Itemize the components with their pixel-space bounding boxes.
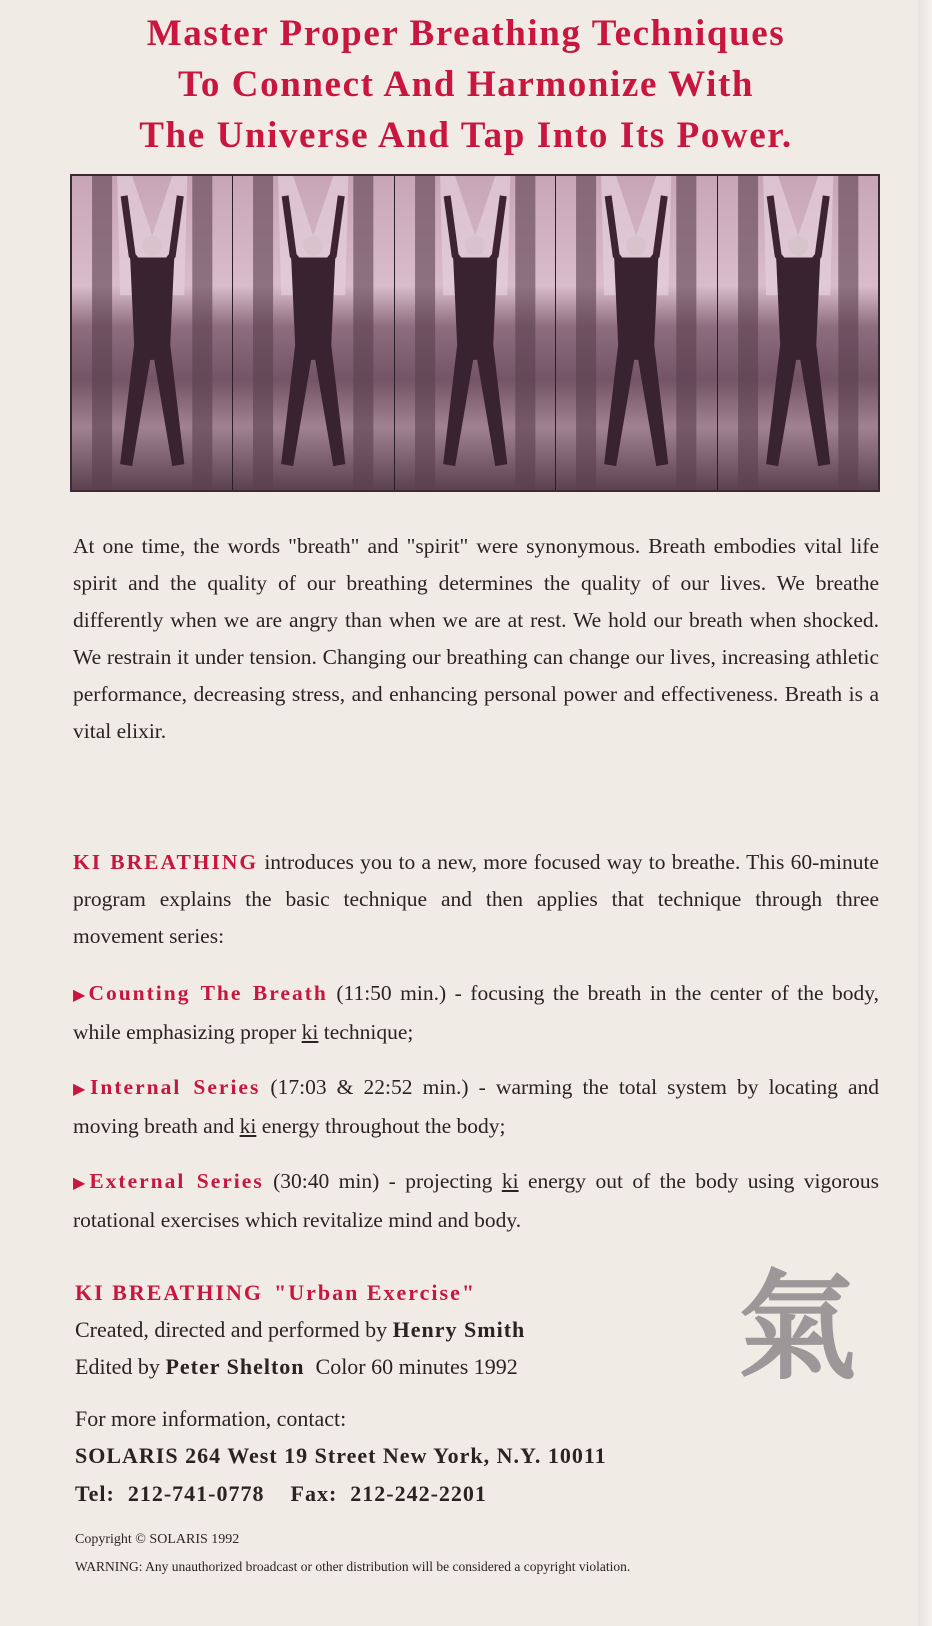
photo-strip — [70, 174, 880, 492]
figure-illustration — [72, 176, 232, 490]
series-name: External Series — [89, 1169, 264, 1193]
series-text: (11:50 min.) - focusing the breath in the center of the body, while emphasizing proper — [73, 981, 879, 1044]
credits-subtitle: "Urban Exercise" — [274, 1280, 477, 1305]
triangle-bullet-icon: ▶ — [73, 1081, 91, 1098]
series-item — [73, 975, 879, 1051]
program-text: introduces you to a new, more focused way to breathe. This 60-minute program explains the basic technique and then applies that technique through three movement series: — [73, 850, 879, 948]
figure-illustration — [233, 176, 393, 490]
photo-panel — [556, 176, 717, 490]
series-ki: ki — [501, 1169, 519, 1193]
triangle-bullet-icon: ▶ — [73, 987, 89, 1004]
created-label: Created, directed and performed by — [75, 1317, 393, 1342]
creator: Henry Smith — [392, 1317, 526, 1342]
tel-label: Tel: — [75, 1481, 115, 1506]
intro-paragraph: At one time, the words "breath" and "spirit" were synonymous. Breath embodies vital life spirit and the quality of our breathing determines the quality of our lives. We breathe differently when we are angry than when we are at rest. We hold our breath when shocked. We restrain it under tension. Changing our breathing can change our lives, increasing athletic performance, decreasing stress, and enhancing personal power and effectiveness. Breath is a vital elixir. — [73, 534, 879, 743]
credits-created — [75, 1311, 525, 1348]
credits-title — [75, 1274, 476, 1311]
contact-phone — [75, 1475, 487, 1512]
triangle-bullet-icon: ▶ — [73, 1175, 90, 1192]
tel-number: 212-741-0778 — [127, 1481, 265, 1506]
series-text: technique; — [318, 1020, 414, 1044]
headline-line: The Universe And Tap Into Its Power. — [139, 115, 793, 156]
headline — [0, 8, 932, 161]
series-ki: ki — [301, 1020, 319, 1044]
fax-label: Fax: — [290, 1481, 338, 1506]
series-name: Counting The Breath — [88, 981, 328, 1005]
series-text: energy out of the body using vigorous rotational exercises which revitalize mind and body. — [73, 1169, 879, 1232]
figure-illustration — [718, 176, 878, 490]
credits-details: Color 60 minutes 1992 — [315, 1354, 518, 1379]
series-item — [73, 1069, 879, 1145]
editor: Peter Shelton — [165, 1354, 305, 1379]
headline-line: Master Proper Breathing Techniques — [146, 13, 786, 54]
ki-character-logo: 氣 — [738, 1258, 857, 1396]
photo-panel — [718, 176, 878, 490]
figure-illustration — [395, 176, 555, 490]
copyright: Copyright © SOLARIS 1992 — [75, 1532, 240, 1547]
fax-number: 212-242-2201 — [350, 1481, 487, 1506]
program-title: KI BREATHING — [73, 850, 259, 874]
series-name: Internal Series — [90, 1075, 261, 1099]
figure-illustration — [556, 176, 716, 490]
series-item — [73, 1163, 879, 1239]
series-text: energy throughout the body; — [256, 1114, 506, 1138]
photo-panel — [395, 176, 556, 490]
credits-edited — [75, 1348, 518, 1385]
photo-panel — [233, 176, 394, 490]
headline-line: To Connect And Harmonize With — [177, 64, 755, 105]
cover-edge — [918, 0, 932, 1626]
edited-label: Edited by — [75, 1354, 166, 1379]
credits-title-text: KI BREATHING — [75, 1280, 264, 1305]
series-text: (30:40 min) - projecting — [263, 1169, 502, 1193]
photo-panel — [72, 176, 233, 490]
contact-label: For more information, contact: — [75, 1406, 347, 1431]
series-ki: ki — [239, 1114, 257, 1138]
contact-address: SOLARIS 264 West 19 Street New York, N.Y. 10011 — [75, 1443, 607, 1468]
warning: WARNING: Any unauthorized broadcast or other distribution will be considered a copyright violation. — [75, 1559, 631, 1574]
program-paragraph — [73, 844, 879, 955]
series-text: (17:03 & 22:52 min.) - warming the total system by locating and moving breath and — [73, 1075, 879, 1138]
